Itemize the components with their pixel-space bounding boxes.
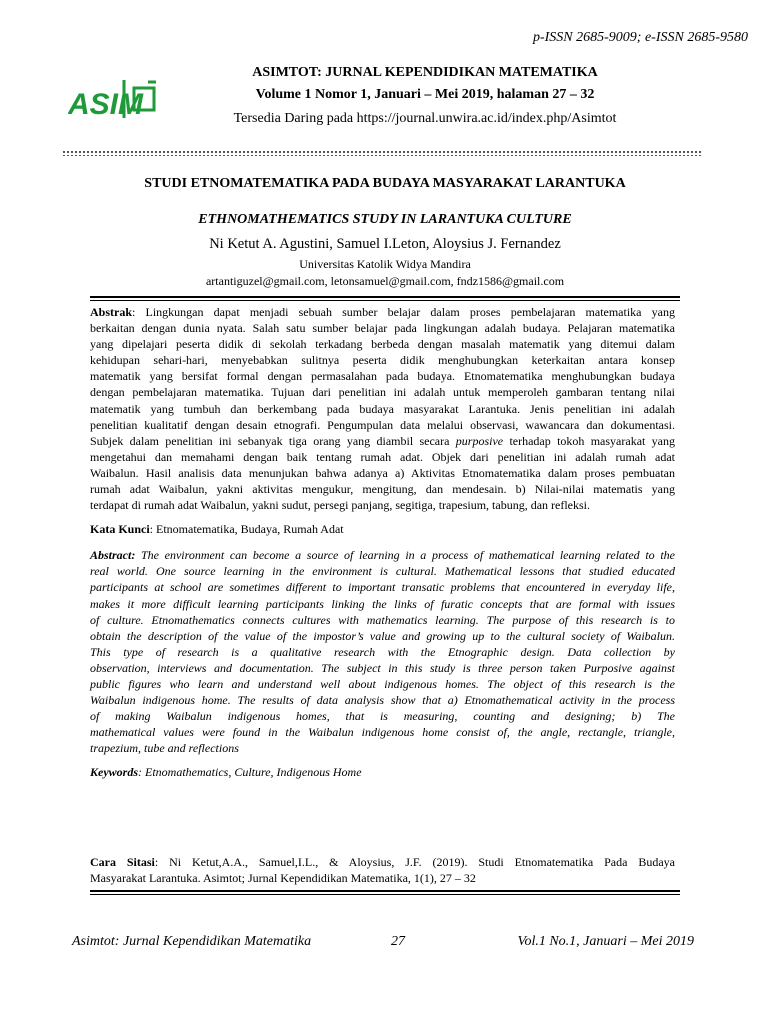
- bottom-double-rule: [90, 890, 680, 895]
- abstrak-line: Abstrak: Lingkungan dapat menjadi sebuah sumber belajar dalam proses pembelajaran matematika yang: [90, 305, 675, 319]
- article-title-id: STUDI ETNOMATEMATIKA PADA BUDAYA MASYARAKAT LARANTUKA: [144, 176, 626, 191]
- footer-journal: Asimtot: Jurnal Kependidikan Matematika: [72, 934, 312, 949]
- abstract-en-line: public figures who learn and understand well about indigenous homes. The object of this research is the: [90, 676, 675, 691]
- article-affiliation: Universitas Katolik Widya Mandira: [299, 257, 471, 271]
- abstrak-line: Subjek dalam penelitian ini sebanyak tiga orang yang diambil secara purposive terhadap tokoh masyarakat yang: [90, 433, 676, 448]
- svg-text:ASIM: ASIM: [68, 88, 143, 121]
- abstrak-line: rumah adat Waibalun, yakni aktivitas mengukur, mengitung, dan mendesain. b) Nilai-nilai matematis yang: [90, 482, 675, 497]
- article-emails: artantiguzel@gmail.com, letonsamuel@gmail.com, fndz1586@gmail.com: [205, 274, 565, 288]
- abstrak-line: mengetahui dan memahami dengan baik tentang rumah adat. Objek dari penelitian ini adalah rumah adat: [90, 449, 675, 464]
- journal-name: ASIMTOT: JURNAL KEPENDIDIKAN MATEMATIKA: [252, 65, 598, 80]
- abstract-en-label: Abstract:: [90, 548, 136, 563]
- abstract-en-line: real world. One source learning in the environment is cultural. Mathematical lessons that studied educated: [90, 564, 675, 579]
- abstrak-paragraph: [90, 304, 675, 513]
- citation-line: Cara Sitasi: Ni Ketut,A.A., Samuel,I.L., & Aloysius, J.F. (2019). Studi Etnomatematika Pada Budaya: [90, 855, 675, 869]
- abstract-en-line: This type of research is a qualitative research with the Etnographic design. Data collection by: [90, 644, 675, 659]
- dotted-divider: [62, 150, 702, 156]
- abstrak-line: terdapat di rumah adat Waibalun, yakni sudut, persegi panjang, segitiga, trapesium, tabung, dan refleksi.: [90, 498, 591, 513]
- abstrak-line: penelitian kualitatif dengan desain etnografi. Pengumpulan data melalui observasi, wawancara dan dokumentasi.: [90, 417, 675, 432]
- abstrak-line: matematik yang tumbuh dan berkembang pada budaya masyarakat Larantuka. Jenis penelitian ini adalah: [90, 401, 675, 416]
- abstrak-label: Abstrak: [90, 305, 133, 319]
- abstract-en-line: of culture. Etnomathematics connects cultures with mathematics learning. The purpose of this research is to: [90, 612, 675, 627]
- kata-kunci: Kata Kunci: Etnomatematika, Budaya, Rumah Adat: [90, 522, 344, 537]
- abstract-en-line: trapezium, tube and reflections: [90, 741, 239, 756]
- abstract-en-line: Waibalun indigenous home. The results of data analysis show that a) Etnomathematical activity in the process: [90, 693, 675, 708]
- abstract-en-line: participants at school are sometimes different to important transatic problems that encountered in everyday life,: [90, 580, 675, 595]
- citation-block: [90, 854, 675, 886]
- abstrak-line: kehidupan sehari-hari, menyebabkan sulitnya peserta didik menghubungkan keterkaitan antara konsep: [90, 353, 675, 368]
- journal-header: [160, 63, 690, 131]
- abstract-en-line: obtain the description of the value of the impostor’s value and growing up to the cultural society of Waibalun.: [90, 628, 675, 643]
- keywords: Keywords: Etnomathematics, Culture, Indigenous Home: [90, 765, 362, 780]
- top-double-rule: [90, 296, 680, 301]
- journal-online-url: Tersedia Daring pada https://journal.unwira.ac.id/index.php/Asimtot: [233, 111, 617, 126]
- article-title-en: ETHNOMATHEMATICS STUDY IN LARANTUKA CULTURE: [198, 212, 572, 227]
- keywords-label: Keywords: [90, 765, 138, 780]
- abstract-en-paragraph: [90, 547, 675, 756]
- abstrak-line: Waibalun. Hasil analisis data menunjukan bahwa adanya a) Aktivitas Etnomatematika dalam proses pembuatan: [90, 465, 675, 480]
- citation-label: Cara Sitasi: [90, 855, 155, 869]
- abstrak-line: dengan pembelajaran matematika. Tujuan dari penelitian ini adalah untuk memperoleh gambaran tentang nilai: [90, 385, 675, 400]
- journal-logo: [68, 78, 158, 122]
- footer-issue: Vol.1 No.1, Januari – Mei 2019: [517, 934, 694, 949]
- article-authors: Ni Ketut A. Agustini, Samuel I.Leton, Aloysius J. Fernandez: [209, 236, 561, 252]
- abstrak-line: yang dipelajari peserta didik di sekolah terkadang berbeda dengan masalah matematik yang ditemui dalam: [90, 337, 675, 352]
- abstract-en-line: observation, interviews and documentation. The subject in this study is three person taken Purposive against: [90, 660, 675, 675]
- citation-line: Masyarakat Larantuka. Asimtot; Jurnal Kependidikan Matematika, 1(1), 27 – 32: [90, 871, 476, 885]
- abstract-en-line: mathematical values were found in the Waibalun indigenous home consist of, the angle, rectangle, triangle,: [90, 725, 675, 740]
- footer-page-number: 27: [391, 934, 405, 949]
- abstract-section: [90, 304, 675, 790]
- abstract-en-line: of making Waibalun indigenous homes, that is measuring, counting and designing; b) The: [90, 709, 675, 724]
- issn-line: p-ISSN 2685-9009; e-ISSN 2685-9580: [532, 30, 748, 45]
- abstract-en-line: makes it more difficult learning participants linking the links of furatic concepts that are formal with issues: [90, 596, 675, 611]
- journal-volume: Volume 1 Nomor 1, Januari – Mei 2019, halaman 27 – 32: [255, 87, 595, 102]
- kata-kunci-label: Kata Kunci: [90, 522, 150, 537]
- abstrak-line: matematik yang bersifat formal dengan permasalahan pada budaya. Etnomatematika menghubungkan budaya: [90, 369, 675, 384]
- abstrak-line: berkaitan dengan dunia nyata. Salah satu sumber belajar pada lingkungan adalah budaya. Pelajaran matematika: [90, 321, 675, 336]
- abstract-en-line: Abstract: The environment can become a source of learning in a process of mathematical learning related to the: [90, 548, 675, 563]
